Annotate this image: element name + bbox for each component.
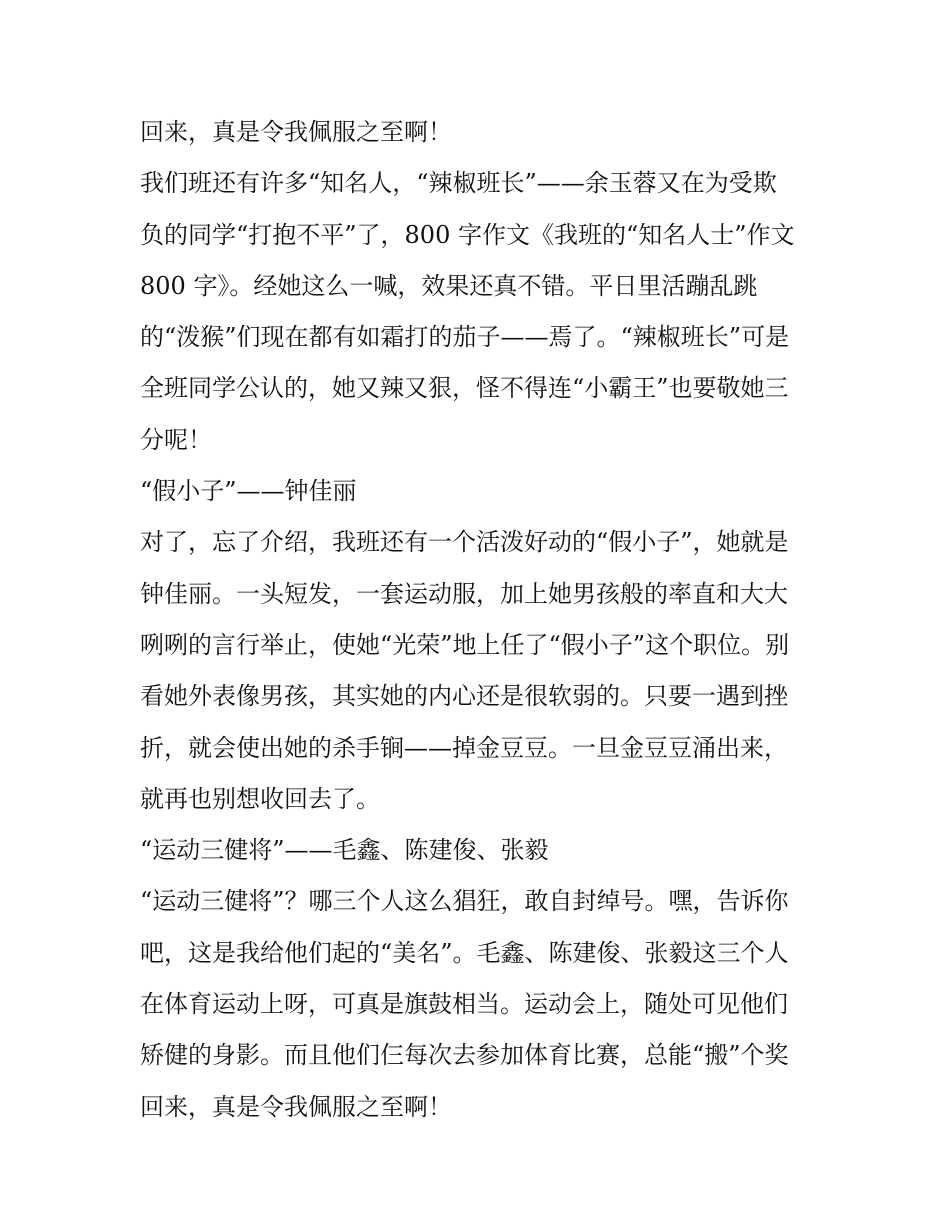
text-line: 就再也别想收回去了。	[140, 784, 380, 813]
text-line: 回来，真是令我佩服之至啊！	[140, 118, 452, 146]
text-line: 回来，真是令我佩服之至啊！	[140, 1092, 452, 1121]
text-line: 钟佳丽。一头短发，一套运动服，加上她男孩般的率直和大大	[140, 579, 788, 608]
text-line: 咧咧的言行举止，使她“光荣”地上任了“假小子”这个职位。别	[140, 630, 790, 659]
text-line: 对了，忘了介绍，我班还有一个活泼好动的“假小子”，她就是	[140, 528, 789, 557]
article-text	[140, 107, 820, 1133]
text-line: 折，就会使出她的杀手锏——掉金豆豆。一旦金豆豆涌出来，	[140, 733, 788, 762]
text-line: 的“泼猴”们现在都有如霜打的茄子——焉了。“辣椒班长”可是	[140, 323, 790, 352]
text-line: 看她外表像男孩，其实她的内心还是很软弱的。只要一遇到挫	[140, 682, 788, 711]
section-heading: “假小子”——钟佳丽	[140, 477, 357, 506]
text-line: 分呢！	[140, 425, 212, 454]
text-line: 负的同学“打抱不平”了，800 字作文《我班的“知名人士”作文	[140, 220, 795, 249]
text-line: 全班同学公认的，她又辣又狠，怪不得连“小霸王”也要敬她三	[140, 374, 789, 403]
text-line: 在体育运动上呀，可真是旗鼓相当。运动会上，随处可见他们	[140, 990, 788, 1019]
text-line: 矫健的身影。而且他们仨每次去参加体育比赛，总能“搬”个奖	[140, 1041, 789, 1070]
text-line: 吧，这是我给他们起的“美名”。毛鑫、陈建俊、张毅这三个人	[140, 938, 789, 967]
text-line: “运动三健将”？哪三个人这么猖狂，敢自封绰号。嘿，告诉你	[140, 887, 789, 916]
section-heading: “运动三健将”——毛鑫、陈建俊、张毅	[140, 836, 549, 865]
text-line: 我们班还有许多“知名人，“辣椒班长”——余玉蓉又在为受欺	[140, 169, 777, 198]
text-line: 800 字》。经她这么一喊，效果还真不错。平日里活蹦乱跳	[140, 271, 758, 300]
